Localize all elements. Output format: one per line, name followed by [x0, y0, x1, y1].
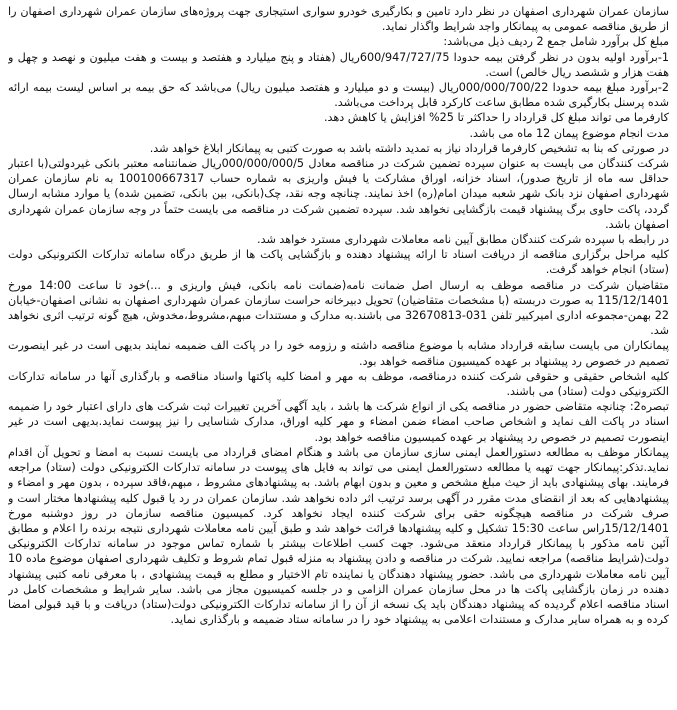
tender-process: کلیه مراحل برگزاری مناقصه از دریافت اسناد تا ارائه پیشنهاد دهنده و بازگشایی پاکت ها از طریق درگاه سامانه تدارکات الکترونیکی دولت (ستاد) انجام خواهد گرفت.	[8, 248, 669, 277]
budget-item-2: 2-برآورد مبلغ بیمه حدودا 000/000/700/22ریال (بیست و دو میلیارد و هفتصد میلیون ریال) می‌باشد که حق بیمه بر اساس لیست بیمه ارائه شده پرسنل بکارگیری شده مطابق ساعت کارکرد قابل پرداخت می‌باشد.	[8, 81, 669, 110]
experience-requirement: پیمانکاران می بایست سابقه قرارداد مشابه با موضوع مناقصه داشته و رزومه خود را در پاکت الف ضمیمه نمایند بدیهی است در غیر اینصورت تصمیم در خصوص رد پیشنهاد بر عهده کمیسیون مناقصه خواهد بود.	[8, 339, 669, 368]
budget-heading: مبلغ کل برآورد شامل جمع 2 ردیف ذیل می‌باشد:	[443, 35, 669, 49]
note-2: تبصره2: چنانچه متقاضی حضور در مناقصه یکی از انواع شرکت ها باشد ، باید آگهی آخرین تغییرات ثبت شرکت های دارای اعتبار خود را ضمیمه اسناد در پاکت الف نماید و اشخاص صاحب امضاء ضمن امضاء و مهر کلیه اوراق، مدارک شناسایی را نیز پیوست نماید.بدیهی است در غیر اینصورت تصمیم در خصوص رد پیشنهاد بر عهده کمیسیون مناقصه خواهد بود.	[8, 400, 669, 444]
contract-duration: مدت انجام موضوع پیمان 12 ماه می باشد.	[469, 126, 669, 140]
guarantee-return: در رابطه با سپرده شرکت کنندگان مطابق آیین نامه معاملات شهرداری مسترد خواهد شد.	[257, 233, 669, 247]
bid-guarantee: شرکت کنندگان می بایست به عنوان سپرده تضمین شرکت در مناقصه معادل 000/000/000/5ریال ضمانتنامه معتبر بانکی غیردولتی(با اعتبار حداقل سه ماه از تاریخ صدور)، اسناد خزانه، اوراق مشارکت یا فیش واریزی به شماره حساب 100100667317 به نام سازمان عمران شهرداری اصفهان نزد بانک شهر شعبه میدان امام(ره) اخذ نمایند. چنانچه وجه نقد، چک(بانکی، بین بانکی، تضمین شده) یا موارد مشابه ارسال گردد، پاکت حاوی برگ پیشنهاد قیمت بازگشایی نخواهد شد. سپرده تضمین شرکت در مناقصه می بایست حتماً در وجه سازمان عمران شهرداری اصفهان باشد.	[8, 157, 669, 231]
contract-extension: در صورتی که بنا به تشخیص کارفرما قرارداد نیاز به تمدید داشته باشد به صورت کتبی به پیمانکار ابلاغ خواهد شد.	[149, 141, 669, 155]
tender-notice	[8, 4, 669, 702]
submission-instructions: متقاضیان شرکت در مناقصه موظف به ارسال اصل ضمانت نامه(ضمانت نامه بانکی، فیش واریزی و ...)خود تا ساعت 14:00 مورخ 115/12/1401 به صورت دربسته (با مشخصات متقاضیان) تحویل دبیرخانه حراست سازمان عمران شهرداری اصفهان به نشانی اصفهان-خیابان 22 بهمن-مجموعه اداری امیرکبیر تلفن 031-32670813 می باشند.به مدارک و مستندات مبهم،مشروط،مخدوش، هیچ گونه ترتیب اثری نخواهد شد.	[8, 278, 669, 338]
contract-adjustment: کارفرما می تواند مبلغ کل قرارداد را حداکثر تا 25% افزایش یا کاهش دهد.	[323, 111, 669, 125]
notice-intro: سازمان عمران شهرداری اصفهان در نظر دارد تامین و بکارگیری خودرو سواری استیجاری جهت پروژه‌های سازمان عمران شهرداری اصفهان را از طریق مناقصه عمومی به پیمانکار واجد شرایط واگذار نماید.	[8, 5, 669, 34]
general-conditions: پیمانکار موظف به مطالعه دستورالعمل ایمنی سازی سازمان می باشد و هنگام امضای قرارداد می بایست نسبت به امضا و تحویل آن اقدام نماید.تذکر:پیمانکار جهت تهیه یا مطالعه دستورالعمل ایمنی می تواند به فایل های پیوست در سامانه تدارکات الکترونیکی دولت (ستاد) مراجعه فرمایند. بهای پیشنهادی باید از حیث مبلغ مشخص و معین و بدون ابهام باشد. به پیشنهادهای مشروط ، مبهم،فاقد سپرده ، بدون مهر و امضاء و پیشنهادهایی که بعد از انقضای مدت مقرر در آگهی برسد ترتیب اثر داده نخواهد شد. سازمان عمران در رد یا قبول کلیه پیشنهادها مختار است و صرف شرکت در مناقصه هیچگونه حقی برای شرکت کننده ایجاد نخواهد کرد. کمیسیون مناقصه سازمان در روز دوشنبه مورخ 15/12/1401راس ساعت 15:30 تشکیل و کلیه پیشنهادها قرائت خواهد شد و طبق آیین نامه معاملات شهرداری نتیجه برنده را اعلام و مطابق آئین نامه مذکور با پیمانکار قرارداد منعقد می‌شود. جهت کسب اطلاعات بیشتر با شماره تماس موجود در سامانه تدارکات الکترونیکی دولت(شرایط مناقصه) مراجعه نمایید. شرکت در مناقصه و دادن پیشنهاد به منزله قبول تمام شروط و تکلیف شهرداری اصفهان موضوع ماده 10 آیین نامه معاملات شهرداری می باشد. حضور پیشنهاد دهندگان یا نماینده تام الاختیار و مطلع به قیمت پیشنهادی ، با معرفی نامه کتبی پیشنهاد دهنده در زمان بازگشایی پاکت ها در محل سازمان عمران الزامی و در جلسه کمیسیون مجاز می باشد. سایر شرایط و مشخصات کامل در اسناد مناقصه اعلام گردیده که پیشنهاد دهندگان باید یک نسخه از آن را از سامانه تدارکات الکترونیکی دولت(ستاد) دریافت و با قید قبولی امضا کرده و به همراه سایر مدارک و مستندات اعلامی به پیشنهاد خود را در سامانه ستاد ضمیمه و بارگذاری نماید.	[8, 445, 669, 627]
budget-item-1: 1-برآورد اولیه بدون در نظر گرفتن بیمه حدودا 600/947/727/75ریال (هفتاد و پنج میلیارد و هفتصد و بیست و هفت میلیون و نهصد و چهل و هفت هزار و ششصد ریال خالص) است.	[8, 50, 669, 79]
signing-requirement: کلیه اشخاص حقیقی و حقوقی شرکت کننده درمناقصه، موظف به مهر و امضا کلیه پاکتها واسناد مناقصه و بارگذاری آنها در سامانه تدارکات الکترونیکی دولت (ستاد) می باشند.	[8, 369, 669, 399]
